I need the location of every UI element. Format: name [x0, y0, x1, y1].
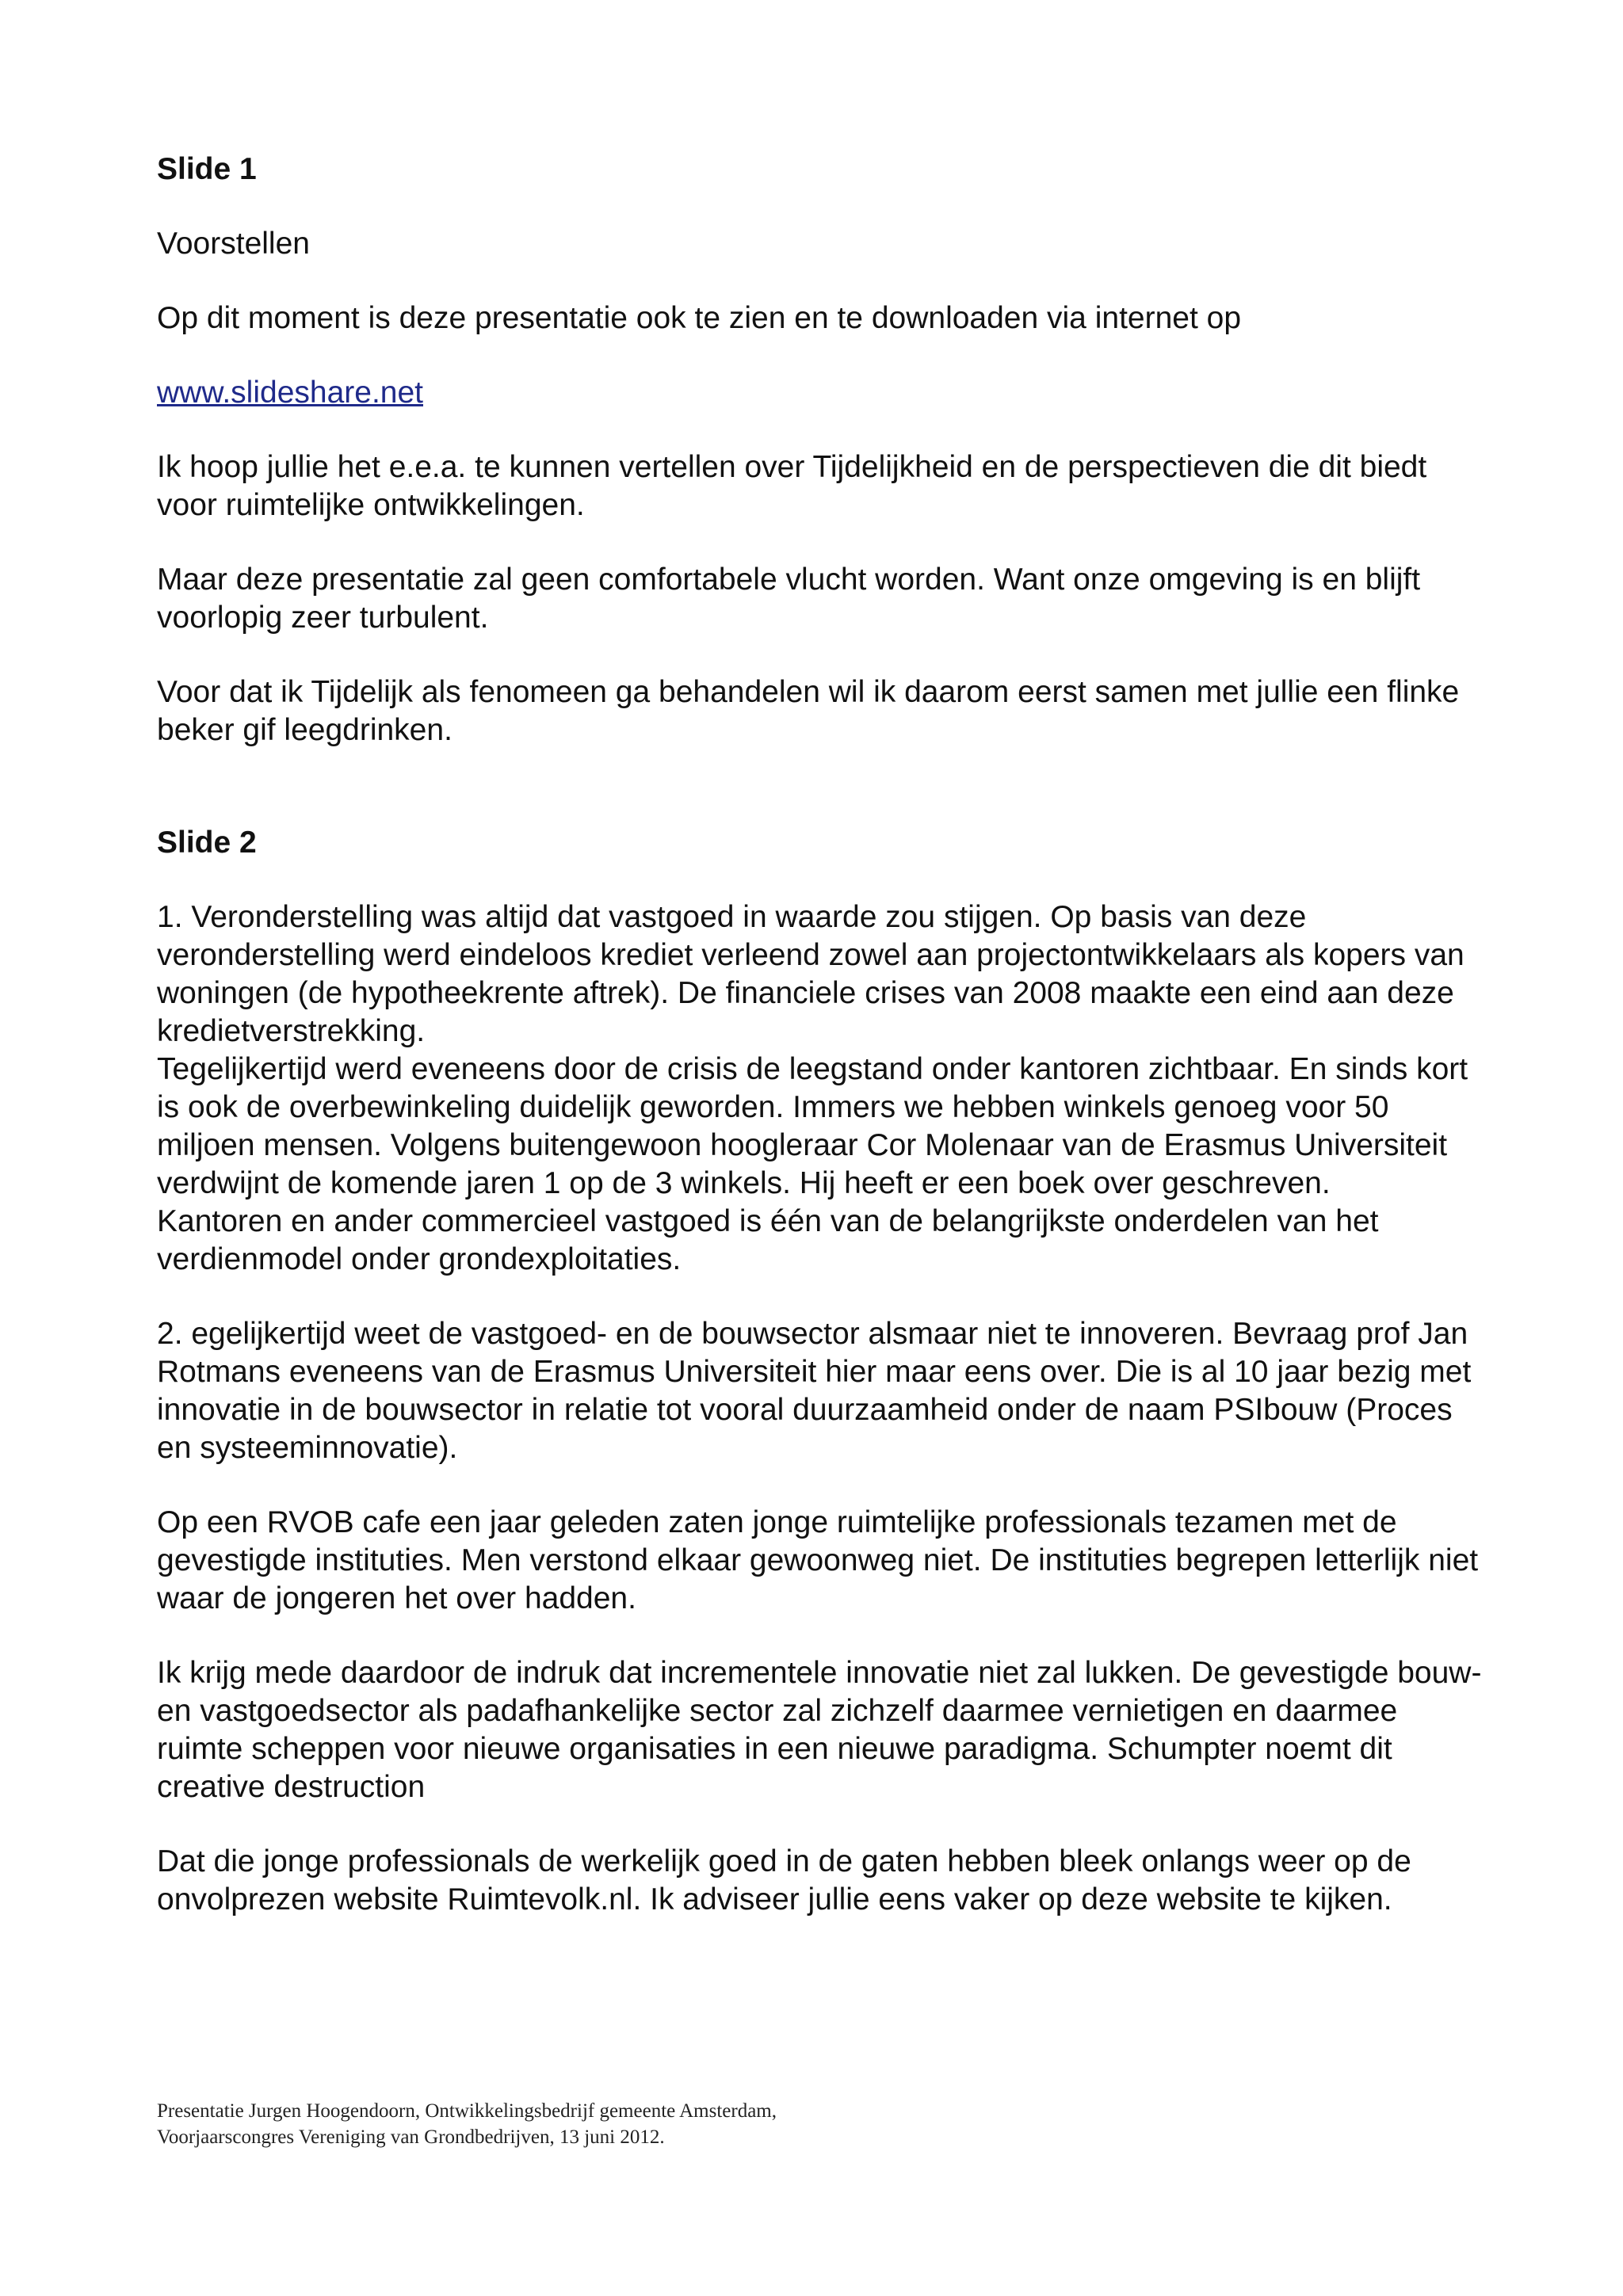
document-body [157, 151, 1488, 1919]
slide-2-paragraph-5: Op een RVOB cafe een jaar geleden zaten jonge ruimtelijke professionals tezamen met de gevestigde instituties. Men verstond elkaar gewoonweg niet. De instituties begrepen letterlijk niet waar de jongeren het over hadden. [157, 1505, 1479, 1615]
slide-1-paragraph-2: Ik hoop jullie het e.e.a. te kunnen vertellen over Tijdelijkheid en de perspectieven die dit biedt voor ruimtelijke ontwikkelingen. [157, 450, 1427, 522]
slideshare-link[interactable]: www.slideshare.net [157, 376, 423, 410]
footer-line-2: Voorjaarscongres Vereniging van Grondbedrijven, 13 juni 2012. [157, 2126, 665, 2148]
slide-2-paragraph-6: Ik krijg mede daardoor de indruk dat incrementele innovatie niet zal lukken. De gevestigde bouw- en vastgoedsector als padafhankelijke sector zal zichzelf daarmee vernietigen en daarmee ruimte scheppen voor nieuwe organisaties in een nieuwe paradigma. Schumpter noemt dit creative destruction [157, 1656, 1482, 1804]
footer-line-1: Presentatie Jurgen Hoogendoorn, Ontwikkelingsbedrijf gemeente Amsterdam, [157, 2100, 777, 2122]
slide-1-paragraph-4: Voor dat ik Tijdelijk als fenomeen ga behandelen wil ik daarom eerst samen met jullie een flinke beker gif leegdrinken. [157, 675, 1460, 747]
page-footer [157, 2098, 1108, 2150]
slide-2-paragraph-2: Tegelijkertijd werd eveneens door de crisis de leegstand onder kantoren zichtbaar. En sinds kort is ook de overbewinkeling duidelijk geworden. Immers we hebben winkels genoeg voor 50 miljoen mensen. Volgens buitengewoon hoogleraar Cor Molenaar van de Erasmus Universiteit verdwijnt de komende jaren 1 op de 3 winkels. Hij heeft er een boek over geschreven. [157, 1052, 1468, 1200]
slide-1-paragraph-3: Maar deze presentatie zal geen comfortabele vlucht worden. Want onze omgeving is en blijft voorlopig zeer turbulent. [157, 563, 1421, 635]
slide-2-paragraph-3: Kantoren en ander commercieel vastgoed is één van de belangrijkste onderdelen van het verdienmodel onder grondexploitaties. [157, 1204, 1379, 1276]
slide-2-paragraph-1: 1. Veronderstelling was altijd dat vastgoed in waarde zou stijgen. Op basis van deze veronderstelling werd eindeloos krediet verleend zowel aan projectontwikkelaars als kopers van woningen (de hypotheekrente aftrek). De financiele crises van 2008 maakte een eind aan deze kredietverstrekking. [157, 900, 1465, 1048]
slide-2-paragraph-4: 2. egelijkertijd weet de vastgoed- en de bouwsector alsmaar niet te innoveren. Bevraag prof Jan Rotmans eveneens van de Erasmus Universiteit hier maar eens over. Die is al 10 jaar bezig met innovatie in de bouwsector in relatie tot vooral duurzaamheid onder de naam PSIbouw (Proces en systeeminnovatie). [157, 1317, 1472, 1465]
slide-1-heading: Slide 1 [157, 152, 257, 186]
slide-1-intro: Voorstellen [157, 227, 310, 261]
slide-1-paragraph-1: Op dit moment is deze presentatie ook te zien en te downloaden via internet op [157, 301, 1242, 335]
slide-2-paragraph-7: Dat die jonge professionals de werkelijk goed in de gaten hebben bleek onlangs weer op de onvolprezen website Ruimtevolk.nl. Ik adviseer jullie eens vaker op deze website te kijken. [157, 1844, 1411, 1917]
slide-1-link-line [157, 374, 1488, 412]
slide-2-heading: Slide 2 [157, 826, 257, 860]
